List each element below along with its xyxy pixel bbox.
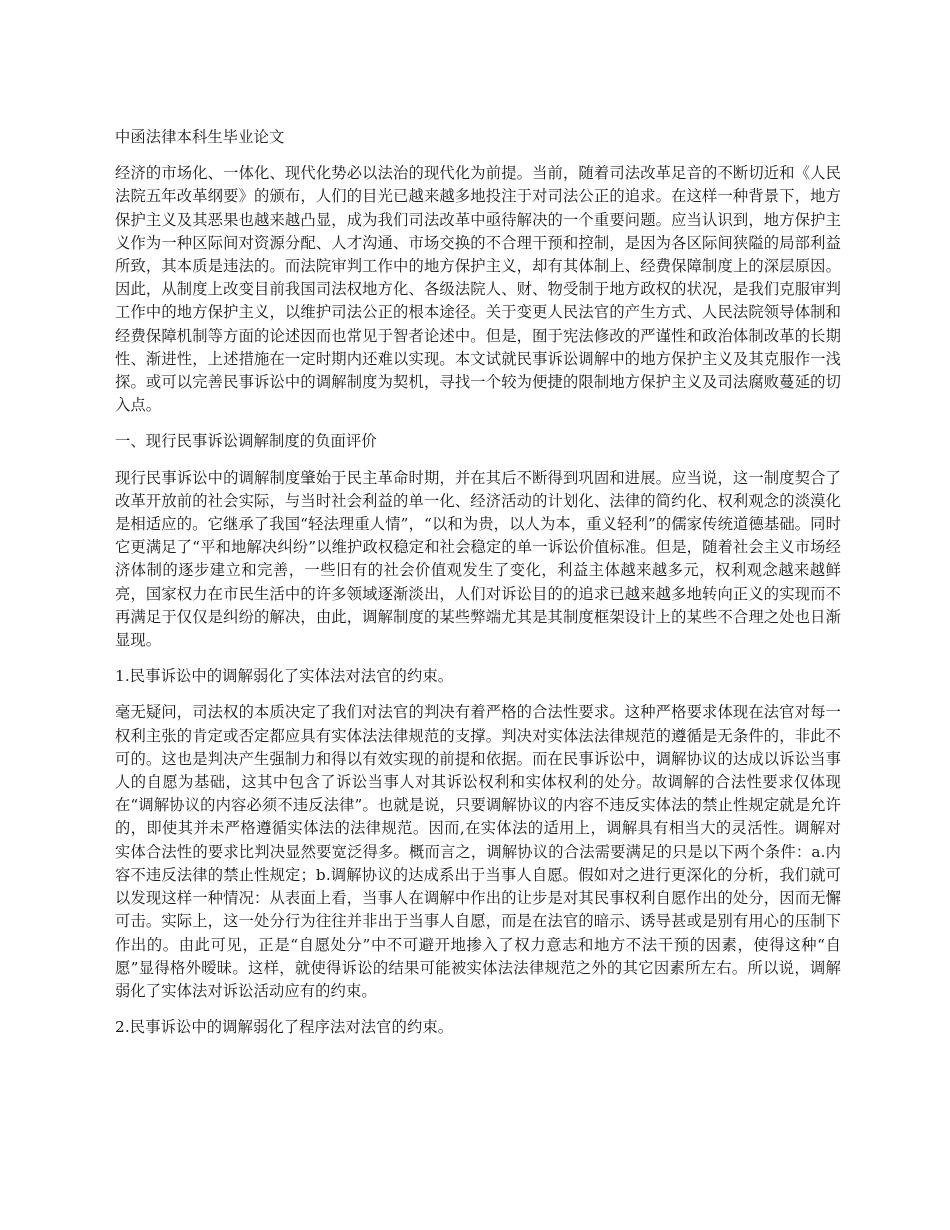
document-body — [115, 126, 841, 1052]
document-title: 中函法律本科生毕业论文 — [115, 128, 285, 146]
section-paragraph: 现行民事诉讼中的调解制度肇始于民主革命时期，并在其后不断得到巩固和进展。应当说，这一制度契合了改革开放前的社会实际，与当时社会利益的单一化、经济活动的计划化、法律的简约化、权利观念的淡漠化是相适应的。它继承了我国“轻法理重人情”，“以和为贵，以人为本，重义轻利”的儒家传统道德基础。同时它更满足了“平和地解决纠纷”以维护政权稳定和社会稳定的单一诉讼价值标准。但是，随着社会主义市场经济体制的逐步建立和完善，一些旧有的社会价值观发生了变化，利益主体越来越多元，权利观念越来越鲜亮，国家权力在市民生活中的许多领域逐渐淡出，人们对诉讼目的的追求已越来越多地转向正义的实现而不再满足于仅仅是纠纷的解决，由此，调解制度的某些弊端尤其是其制度框架设计上的某些不合理之处也日渐显现。 — [115, 468, 841, 650]
subsection-heading-1: 1.民事诉讼中的调解弱化了实体法对法官的约束。 — [115, 667, 454, 686]
subsection-paragraph-1: 毫无疑问，司法权的本质决定了我们对法官的判决有着严格的合法性要求。这种严格要求体现在法官对每一权利主张的肯定或否定都应具有实体法法律规范的支撑。判决对实体法法律规范的遵循是无条件的，非此不可的。这也是判决产生强制力和得以有效实现的前提和依据。而在民事诉讼中，调解协议的达成以诉讼当事人的自愿为基础，这其中包含了诉讼当事人对其诉讼权利和实体权利的处分。故调解的合法性要求仅体现在“调解协议的内容必须不违反法律”。也就是说，只要调解协议的内容不违反实体法的禁止性规定就是允许的，即使其并未严格遵循实体法的法律规范。因而,在实体法的适用上，调解具有相当大的灵活性。调解对实体合法性的要求比判决显然要宽泛得多。概而言之，调解协议的合法需要满足的只是以下两个条件：a.内容不违反法律的禁止性规定；b.调解协议的达成系出于当事人自愿。假如对之进行更深化的分析，我们就可以发现这样一种情况：从表面上看，当事人在调解中作出的让步是对其民事权利自愿作出的处分，因而无懈可击。实际上，这一处分行为往往并非出于当事人自愿，而是在法官的暗示、诱导甚或是别有用心的压制下作出的。由此可见，正是“自愿处分”中不可避开地掺入了权力意志和地方不法干预的因素，使得这种“自愿”显得格外暧昧。这样，就使得诉讼的结果可能被实体法法律规范之外的其它因素所左右。所以说，调解弱化了实体法对诉讼活动应有的约束。 — [115, 703, 841, 1000]
section-heading: 一、现行民事诉讼调解制度的负面评价 — [115, 432, 377, 451]
intro-paragraph: 经济的市场化、一体化、现代化势必以法治的现代化为前提。当前，随着司法改革足音的不断切近和《人民法院五年改革纲要》的颁布，人们的目光已越来越多地投注于对司法公正的追求。在这样一种背景下，地方保护主义及其恶果也越来越凸显，成为我们司法改革中亟待解决的一个重要问题。应当认识到，地方保护主义作为一种区际间对资源分配、人才沟通、市场交换的不合理干预和控制，是因为各区际间狭隘的局部利益所致，其本质是违法的。而法院审判工作中的地方保护主义，却有其体制上、经费保障制度上的深层原因。因此，从制度上改变目前我国司法权地方化、各级法院人、财、物受制于地方政权的状况，是我们克服审判工作中的地方保护主义，以维护司法公正的根本途径。关于变更人民法官的产生方式、人民法院领导体制和经费保障机制等方面的论述因而也常见于智者论述中。但是，囿于宪法修改的严谨性和政治体制改革的长期性、渐进性，上述措施在一定时期内还难以实现。本文试就民事诉讼调解中的地方保护主义及其克服作一浅探。或可以完善民事诉讼中的调解制度为契机，寻找一个较为便捷的限制地方保护主义及司法腐败蔓延的切入点。 — [115, 164, 841, 415]
subsection-heading-2: 2.民事诉讼中的调解弱化了程序法对法官的约束。 — [115, 1018, 454, 1037]
